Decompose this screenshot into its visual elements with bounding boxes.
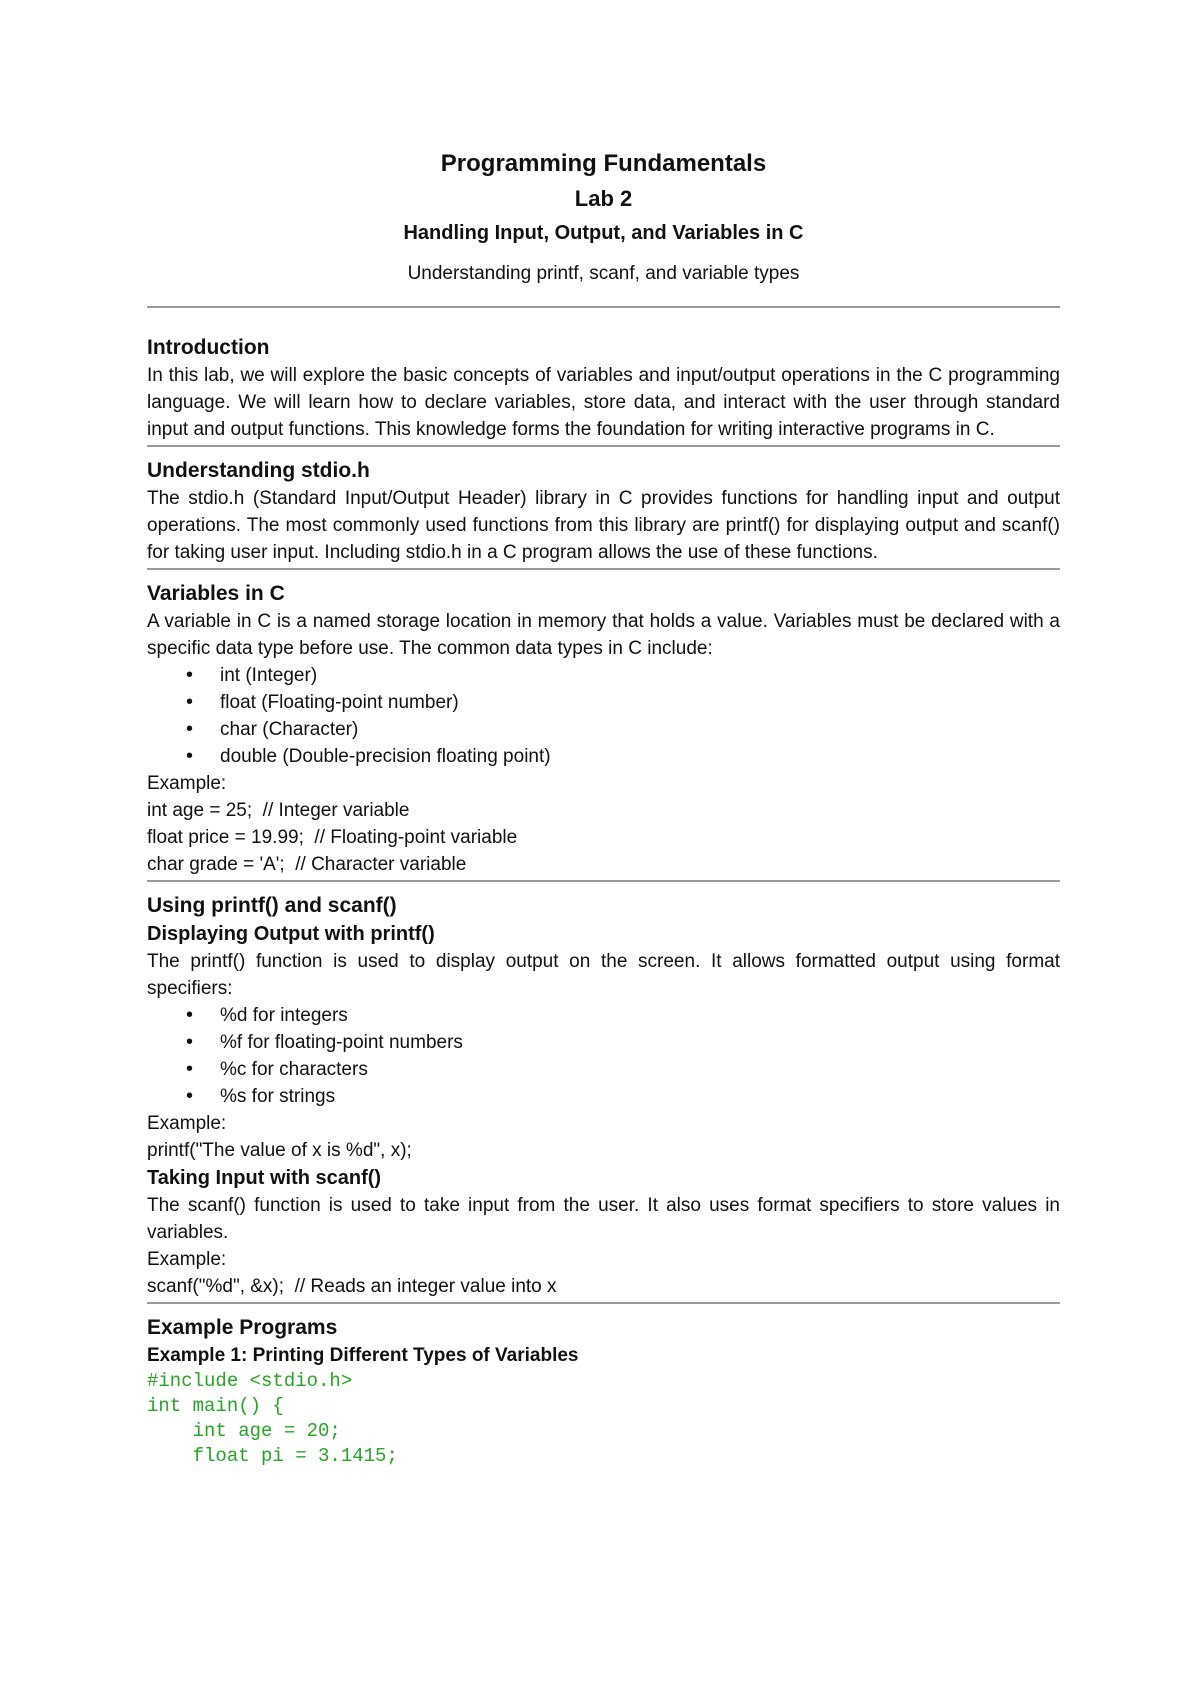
variables-body: A variable in C is a named storage location in memory that holds a value. Variables must be declared with a specific data type before use. The common data types in C include:: [147, 611, 1060, 659]
introduction-body: In this lab, we will explore the basic concepts of variables and input/output operations in the C programming language. We will learn how to declare variables, store data, and interact with the user through standard input and output functions. This knowledge forms the foundation for writing interactive programs in C.: [147, 365, 1060, 440]
example-line: float price = 19.99; // Floating-point variable: [147, 827, 518, 848]
scanf-body: The scanf() function is used to take input from the user. It also uses format specifiers to store values in variables.: [147, 1195, 1060, 1243]
section-stdio: [147, 457, 1060, 566]
format-specifiers-list: [147, 1002, 1060, 1110]
document-page: [147, 148, 1060, 1469]
example-line: char grade = 'A'; // Character variable: [147, 854, 467, 875]
section-introduction: [147, 334, 1060, 443]
io-heading: Using printf() and scanf(): [147, 894, 397, 917]
scanf-heading: Taking Input with scanf(): [147, 1167, 382, 1189]
examples-heading: Example Programs: [147, 1316, 338, 1339]
code-line: int age = 20;: [147, 1420, 341, 1442]
section-io: [147, 892, 1060, 1300]
list-item: • char (Character): [220, 716, 1060, 743]
divider: [147, 306, 1060, 308]
divider: [147, 880, 1060, 882]
example1-heading: Example 1: Printing Different Types of Variables: [147, 1345, 579, 1366]
list-item: • %d for integers: [220, 1002, 1060, 1029]
document-header: [147, 148, 1060, 288]
list-item: • %f for floating-point numbers: [220, 1029, 1060, 1056]
section-examples: [147, 1314, 1060, 1469]
example-label: Example:: [147, 1113, 227, 1134]
list-item: • float (Floating-point number): [220, 689, 1060, 716]
list-item: • %c for characters: [220, 1056, 1060, 1083]
variables-heading: Variables in C: [147, 582, 285, 605]
code-line: int main() {: [147, 1395, 284, 1417]
section-variables: [147, 580, 1060, 878]
stdio-heading: Understanding stdio.h: [147, 459, 370, 482]
list-item: • %s for strings: [220, 1083, 1060, 1110]
example-label: Example:: [147, 1249, 227, 1270]
printf-body: The printf() function is used to display output on the screen. It allows formatted output using format specifiers:: [147, 951, 1060, 999]
data-types-list: [147, 662, 1060, 770]
example-label: Example:: [147, 773, 227, 794]
list-item: • int (Integer): [220, 662, 1060, 689]
scanf-example: scanf("%d", &x); // Reads an integer value into x: [147, 1276, 557, 1297]
lab-number: Lab 2: [574, 186, 633, 211]
printf-example: printf("The value of x is %d", x);: [147, 1140, 412, 1161]
code-line: float pi = 3.1415;: [147, 1445, 398, 1467]
stdio-body: The stdio.h (Standard Input/Output Header) library in C provides functions for handling input and output operations. The most commonly used functions from this library are printf() for displaying output and scanf() for taking user input. Including stdio.h in a C program allows the use of these functions.: [147, 488, 1060, 563]
divider: [147, 1302, 1060, 1304]
code-block: [147, 1369, 1060, 1469]
lab-subtitle: Handling Input, Output, and Variables in C: [403, 222, 804, 244]
introduction-heading: Introduction: [147, 336, 270, 359]
lab-tagline: Understanding printf, scanf, and variable types: [407, 263, 800, 284]
divider: [147, 568, 1060, 570]
printf-heading: Displaying Output with printf(): [147, 923, 435, 945]
example-line: int age = 25; // Integer variable: [147, 800, 410, 821]
list-item: • double (Double-precision floating point): [220, 743, 1060, 770]
divider: [147, 445, 1060, 447]
document-title: Programming Fundamentals: [440, 150, 767, 177]
code-line: #include <stdio.h>: [147, 1370, 353, 1392]
